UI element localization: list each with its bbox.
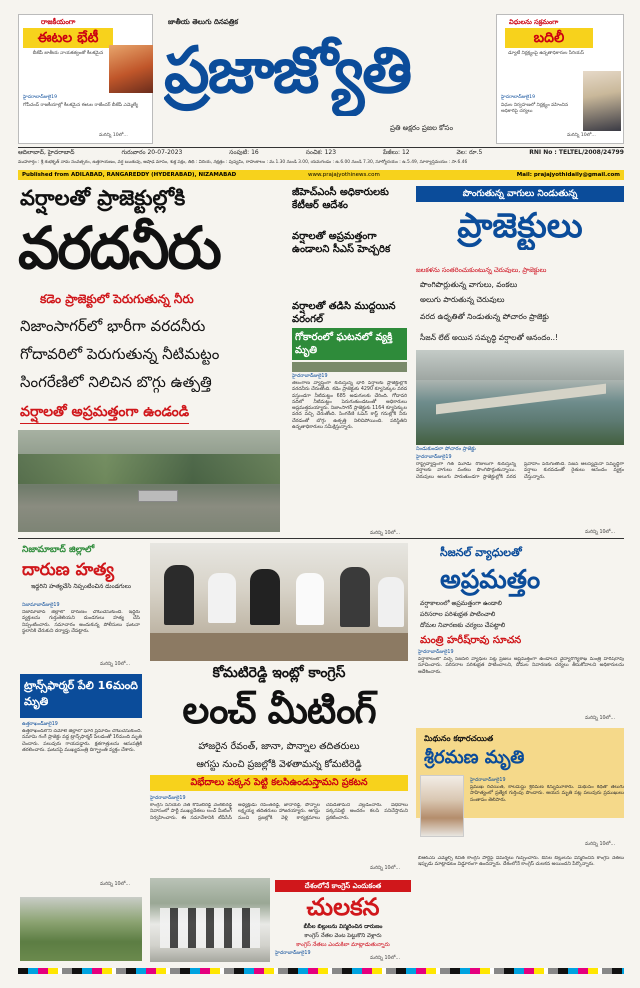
left-teaser[interactable] [18,14,153,144]
left-teaser-headline: ఈటల భేటీ [23,28,113,48]
disease-point-3: దోమల నివారణకు చర్యలు చేపట్టాలి [420,622,506,629]
obituary-kicker: మిథునం కథారచయిత [424,734,494,743]
lunch-body: కాంగ్రెస్ సీనియర్ నేత కోమటిరెడ్డి వెంకట్‌రెడ్డి నివాసంలో పార్టీ ముఖ్యనేతలు లంచ్ మీటింగ్ నిర్వహించారు. ఈ సమావేశానికి టీపీసీసీ అధ్యక్షుడు రేవంత్‌రెడ్డి, జానారెడ్డి, పొన్నాల లక్ష్మయ్య తదితరులు హాజరయ్యారు. ఆగస్టు నుంచి ప్రజల్లోకి వెళ్లి కార్యక్రమాలు చేపడతామని వెల్లడించారు. విభేదాలు పక్కనపెట్టి అందరం కలసి పనిచేస్తామని ప్రకటించారు. [150,803,408,821]
disease-minister: మంత్రి హరీష్‌రావు సూచన [420,635,522,646]
bottom-line3: కాంగ్రెస్ నేతలు ఎందుకిలా మాట్లాడుతున్నారు [296,942,390,948]
obituary-body: ప్రముఖ రచయిత, కాలమిస్టు శ్రీరమణ కన్నుమూశారు. మిథునం కథతో తెలుగు సాహిత్యంలో ప్రత్యేక గుర్తింపు పొందారు. ఆయన మృతి పట్ల పలువురు ప్రముఖులు సంతాపం తెలిపారు. [470,785,624,803]
lunch-line2: ఆగస్టు నుంచి ప్రజల్లోకి వెళతామన్న కోమటిరెడ్డి [196,759,362,770]
bottom-kicker: దేశంలోనే కాంగ్రెస్ ఎందుకంత [275,880,411,892]
mid-story-more[interactable]: మరిన్ని 10లో... [370,531,401,536]
murder-more[interactable]: మరిన్ని 10లో... [100,662,131,667]
right-story-dateline: హైదరాబాద్‌జులై19 [416,455,452,460]
bottom-line2: కాంగ్రెస్ నేతల వెంట పెట్టుకొని వెళ్లారు [304,933,382,939]
mid-green-banner: గోకారంలో ఘటనలో వ్యక్తి మృతి [292,328,407,360]
right-story-body: రాష్ట్రవ్యాప్తంగా గత మూడు రోజులుగా కురుస్తున్న వర్షాలకు వాగులు వంకలు పొంగిపొర్లుతున్నాయి. చెరువులు అలుగు పారుతుండగా ప్రాజెక్టుల్లోకి వరద ప్రవాహం పెరుగుతోంది. సీజన్ ఆలస్యమైనా సమృద్ధిగా వర్షాలు కురవడంతో రైతులు ఆనందం వ్యక్తం చేస్తున్నారు. [416,462,624,480]
bottom-sub: బీసీల బిల్లులను విస్మరించిన దారుణం [303,924,383,930]
transformer-dateline: ఉత్తరాఖండ్‌జులై19 [22,722,58,727]
disease-point-2: పరిసరాల పరిశుభ్రత పాటించాలి [420,611,496,618]
transformer-photo [20,897,142,961]
right-story-headline: ప్రాజెక్టులు [457,206,583,246]
right-teaser-kicker: విధులను సక్రమంగా [509,18,559,26]
disease-more[interactable]: మరిన్ని 10లో... [585,716,616,721]
left-teaser-body: గోపీచంద్ రాజకీయాల్లో కీలకమైన ఈటల రాజేందర్ బీజేపీ ఎమ్మెల్యే [23,103,139,108]
right-teaser-photo [583,71,621,131]
masthead-tagline: జాతీయ తెలుగు దినపత్రిక [168,18,238,26]
lead-point-1: నిజాంసాగర్‌లో భారీగా వరదనీరు [20,317,206,335]
right-story-more[interactable]: మరిన్ని 10లో... [585,530,616,535]
mid-story-dateline: హైదరాబాద్‌జులై19 [292,374,328,379]
murder-body: నిజామాబాద్ జిల్లాలో దారుణం చోటుచేసుకుంది. ఇద్దరు వ్యక్తులను గుర్తుతెలియని దుండగులు హత్య చేసి నిప్పంటించారు. సమాచారం అందుకున్న పోలీసులు ఘటనా స్థలానికి చేరుకుని దర్యాప్తు చేపట్టారు. [22,610,140,634]
lead-headline: వరదనీరు [18,214,220,282]
right-story-kicker: పొంగుతున్న వాగులు నిండుతున్న [416,186,624,202]
left-teaser-dateline: హైదరాబాద్‌జులై19 [23,95,58,100]
obituary-dateline: హైదరాబాద్‌జులై19 [470,778,506,783]
lead-point-3: సింగరేణిలో నిలిచిన బొగ్గు ఉత్పత్తి [20,373,212,391]
lunch-dateline: హైదరాబాద్‌జులై19 [150,796,186,801]
info-rni: RNI No : TELTEL/2008/24799 [529,149,624,156]
right-teaser-sub: డ్యూటీ నిర్లక్ష్యంపై ఉన్నతాధికారుల సీరియస్ [508,51,584,56]
info-issue: సంచిక: 123 [305,149,337,156]
lunch-headline: లంచ్ మీటింగ్ [182,688,376,732]
press-photo [150,878,270,962]
registration-bar [18,968,624,974]
mid-photo [292,362,407,372]
obituary-photo [420,775,464,837]
published-from: Published from ADILABAD, RANGAREDDY (HYDERABAD), NIZAMABAD [22,172,237,178]
bottom-headline: చులకన [306,893,380,921]
murder-kicker: నిజామాబాద్ జిల్లాలో [22,545,95,555]
bottom-body: బీఆర్ఎస్ ఎమ్మెల్సీ కవిత కాంగ్రెస్ పార్టీపై విమర్శలు గుప్పించారు. బీసీల బిల్లులను విస్మరించిన కాంగ్రెస్ నేతలు ఇప్పుడు మాట్లాడటం విడ్డూరంగా ఉందన్నారు. దేశంలోనే కాంగ్రెస్ చులకన అయిందని పేర్కొన్నారు. [418,856,624,868]
right-teaser-body: విధుల నిర్వహణలో నిర్లక్ష్యం వహించిన అధికారిపై చర్యలు [501,103,569,114]
obituary-headline: శ్రీరమణ మృతి [424,747,525,768]
right-teaser[interactable] [496,14,624,144]
right-point-1: పొంగిపొర్లుతున్న వాగులు, వంకలు [420,280,518,289]
masthead-title: ప్రజాజ్యోతి [164,34,411,108]
right-point-4: సీజన్ లేట్ అయిన సమృద్ధి వర్షాలతో ఆనందం..! [420,333,559,342]
dam-photo [416,350,624,445]
right-teaser-more[interactable]: మరిన్ని 10లో... [567,133,596,138]
info-pages: పేజీలు: 12 [383,149,410,156]
publish-bar [18,170,624,180]
disease-body: వర్షాకాలంలో వచ్చే సీజనల్ వ్యాధుల పట్ల ప్రజలు అప్రమత్తంగా ఉండాలని వైద్యారోగ్యశాఖ మంత్రి హరీష్‌రావు సూచించారు. పరిసరాల పరిశుభ్రత పాటించాలని, దోమల నివారణకు చర్యలు తీసుకోవాలని అధికారులను ఆదేశించారు. [418,657,624,675]
lead-photo [18,430,280,532]
left-teaser-photo [109,45,153,93]
info-date: గురువారం 20-07-2023 [121,149,183,156]
panchangam: ముహూర్తం : శ్రీ శుభకృత్ నామ సంవత్సరం, ఉత్తరాయణం, వర్ష ఋతువు, ఆషాఢ మాసం, శుక్ల పక్షం, తిథి : విదియ, నక్షత్రం : పుష్యమి, రాహుకాలం : మ.1.30 నుండి 3.00, యమగండం : ఉ.6.00 నుండి 7.30, సూర్యోదయం : ఉ.5.49, సూర్యాస్తమయం : సా.6.46 [18,160,468,165]
lead-point-2: గోదావరిలో పెరుగుతున్న నీటిమట్టం [20,345,220,363]
dam-caption: నిండుకుండలా పోచారం ప్రాజెక్టు [416,446,476,452]
left-teaser-sub: బీజేపీ జాతీయ నాయకత్వంతో కీలకమైన [32,51,104,56]
lunch-kicker: కోమటిరెడ్డి ఇంట్లో కాంగ్రెస్ [212,665,346,681]
murder-sub: ఇద్దరిని హత్యచేసి నిప్పంటించిన దుండగులు [31,583,131,590]
website-link[interactable]: www.prajajyothinews.com [308,172,380,178]
right-teaser-headline: బదిలీ [505,28,593,48]
lunch-sub: హాజరైన రేవంత్, జానా, పొన్నాల తదితరులు [198,741,360,752]
mid-brief-2: వర్షాలతో అప్రమత్తంగా ఉండాలని సీఎస్ హెచ్చరిక [292,231,391,255]
lunch-line3: విభేదాలు పక్కన పెట్టి కలసిఉండుస్తామని ప్రకటన [150,775,408,791]
mid-brief-3: వర్షాలతో తడిసి ముద్దయిన వరంగల్ [292,301,396,325]
lunch-more[interactable]: మరిన్ని 10లో... [370,866,401,871]
disease-headline: అప్రమత్తం [440,565,541,595]
disease-point-1: వర్షాకాలంలో అప్రమత్తంగా ఉండాలి [420,600,502,607]
info-price: వెల: రూ.5 [456,149,483,156]
right-point-2: అలుగు పారుతున్న చెరువులు [420,295,505,304]
lunch-photo [150,543,408,661]
transformer-headline: ట్రాన్స్‌ఫార్మర్ పేలి 16మంది మృతి [20,674,142,718]
lead-kicker: వర్షాలతో ప్రాజెక్టుల్లోకి [20,186,186,210]
left-teaser-more[interactable]: మరిన్ని 10లో... [99,133,128,138]
right-story-deck: జలకళను సంతరించుకుంటున్న చెరువులు, ప్రాజెక్టులు [416,266,547,274]
mid-story-body: తెలంగాణ వ్యాప్తంగా కురుస్తున్న భారీ వర్షాలకు ప్రాజెక్టుల్లోకి వరదనీరు చేరుతోంది. కడెం ప్రాజెక్టుకు 4290 క్యూసెక్కుల వరద వస్తుండగా నీటిమట్టం 685 అడుగులకు చేరింది. గోదావరి నదిలో నీటిమట్టం పెరుగుతుండటంతో అధికారులు అప్రమత్తమయ్యారు. నిజాంసాగర్ ప్రాజెక్టుకు 1164 క్యూసెక్కుల వరద వచ్చి చేరుతోంది. సింగరేణి ఓపెన్ కాస్ట్ గనుల్లోకి నీరు చేరడంతో బొగ్గు ఉత్పత్తి నిలిచిపోయింది. పరిస్థితిని ఉన్నతాధికారులు సమీక్షిస్తున్నారు. [292,381,407,431]
left-teaser-kicker: రాజకీయంగా [41,18,76,26]
right-teaser-dateline: హైదరాబాద్‌జులై19 [501,95,536,100]
disease-dateline: హైదరాబాద్‌జులై19 [418,650,454,655]
info-bar [18,149,624,158]
lead-deck: కడెం ప్రాజెక్టులో పెరుగుతున్న నీరు [40,292,194,306]
info-place: ఆదిలాబాద్, హైదరాబాద్ [18,149,75,156]
murder-headline: దారుణ హత్య [22,560,115,580]
bottom-more[interactable]: మరిన్ని 10లో... [370,956,401,961]
transformer-more[interactable]: మరిన్ని 10లో... [100,882,131,887]
right-point-3: వరద ఉధృతితో నిండుతున్న పోచారం ప్రాజెక్టు [420,312,549,321]
disease-kicker: సీజనల్ వ్యాధులతో [440,546,522,559]
info-volume: సంపుటి: 16 [229,149,259,156]
masthead-motto: ప్రతి అక్షరం ప్రజల కోసం [390,124,454,132]
mid-brief-1: జీహెచ్ఎంసీ అధికారులకు కేటీఆర్ ఆదేశం [292,187,389,211]
murder-dateline: నిజామాబాద్‌జులై19 [22,603,60,608]
mail-link[interactable]: Mail: prajajyothidaily@gmail.com [516,172,620,178]
transformer-body: ఉత్తరాఖండ్‌లోని చమోలి జిల్లాలో ఘోర ప్రమాదం చోటుచేసుకుంది. నమామి గంగే ప్రాజెక్టు వద్ద ట్రాన్స్‌ఫార్మర్ పేలడంతో 16మంది మృతి చెందారు. పలువురు గాయపడ్డారు. క్షతగాత్రులను ఆసుపత్రికి తరలించారు. ఘటనపై ముఖ్యమంత్రి దిగ్భ్రాంతి వ్యక్తం చేశారు. [22,729,142,753]
obituary-more[interactable]: మరిన్ని 10లో... [585,842,616,847]
bottom-dateline: హైదరాబాద్‌జులై19 [275,951,311,956]
lead-warning: వర్షాలతో అప్రమత్తంగా ఉండండి [20,404,189,424]
